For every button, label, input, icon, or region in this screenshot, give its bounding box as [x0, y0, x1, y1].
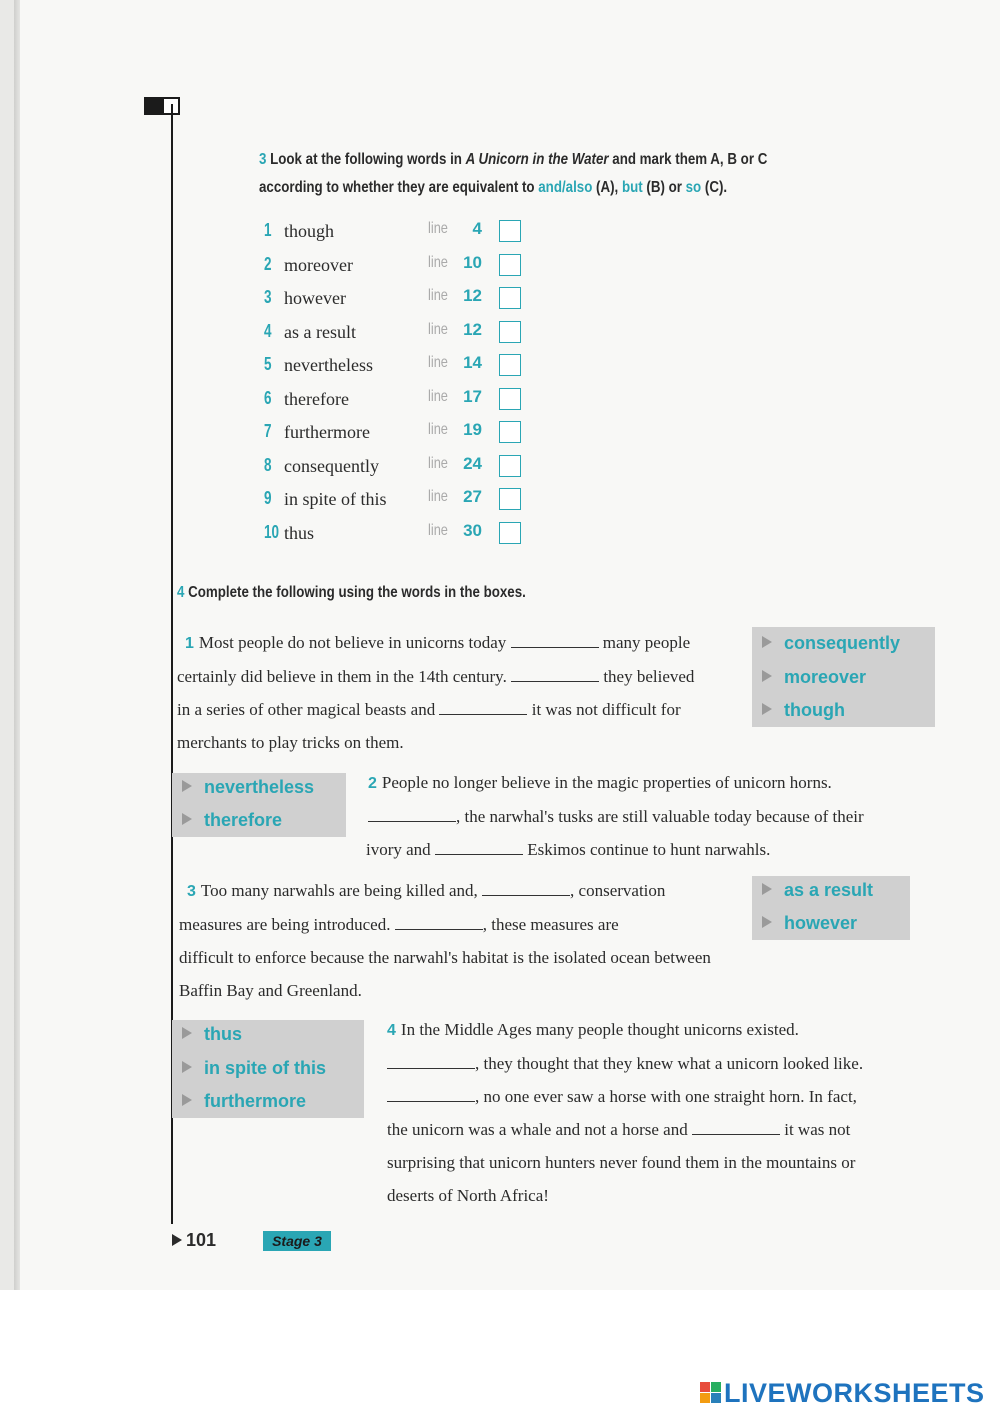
item-number: 6 — [264, 388, 272, 408]
line-label: line — [428, 354, 448, 371]
answer-box[interactable] — [499, 455, 521, 477]
word-option: moreover — [762, 667, 866, 697]
item-word: in spite of this — [284, 489, 387, 509]
word-row — [264, 217, 544, 245]
blank-input[interactable] — [387, 1087, 475, 1102]
item-word: furthermore — [284, 422, 370, 442]
paragraph-2: 2 People no longer believe in the magic properties of unicorn horns. , the narwhal's tusks are still valuable today because of their ivory and Eskimos continue to hunt narwahls. — [366, 773, 864, 859]
answer-box[interactable] — [499, 488, 521, 510]
word-option: in spite of this — [182, 1058, 326, 1088]
arrow-icon — [762, 636, 772, 648]
line-number: 17 — [463, 387, 482, 406]
item-number: 9 — [264, 488, 272, 508]
item-number: 4 — [264, 321, 272, 341]
item-number: 3 — [264, 287, 272, 307]
line-label: line — [428, 488, 448, 505]
blank-input[interactable] — [387, 1054, 475, 1069]
item-word: thus — [284, 523, 315, 543]
word-option: nevertheless — [182, 777, 314, 807]
liveworksheets-logo-icon — [700, 1382, 722, 1404]
exercise-3-number: 3 — [259, 151, 267, 168]
arrow-icon — [182, 813, 192, 825]
arrow-icon — [182, 1027, 192, 1039]
line-number: 14 — [463, 353, 482, 372]
arrow-icon — [182, 1061, 192, 1073]
word-row — [264, 351, 544, 379]
blank-input[interactable] — [511, 633, 599, 648]
word-box-1 — [752, 627, 935, 727]
word-box-3 — [752, 876, 910, 940]
answer-box[interactable] — [499, 220, 521, 242]
item-number: 10 — [264, 522, 280, 542]
answer-box[interactable] — [499, 388, 521, 410]
word-row — [264, 318, 544, 346]
answer-box[interactable] — [499, 354, 521, 376]
item-number: 5 — [264, 354, 272, 374]
line-number: 12 — [463, 286, 482, 305]
word-row — [264, 519, 544, 547]
word-box-2 — [172, 773, 346, 837]
word-row — [264, 251, 544, 279]
arrow-icon — [762, 670, 772, 682]
exercise-3-instructions: 3 Look at the following words in A Unicorn in the Water and mark them A, B or C according to whether they are equivalent to and/also (A), but (B) or so (C). — [259, 151, 768, 196]
stage-label: Stage 3 — [263, 1231, 331, 1251]
answer-box[interactable] — [499, 421, 521, 443]
corner-marker — [144, 97, 180, 115]
blank-input[interactable] — [511, 667, 599, 682]
word-option: consequently — [762, 633, 900, 663]
paragraph-3: 3 Too many narwahls are being killed and, , conservation measures are being introduced. , these measures are difficult to enforce because the narwahl's habitat is the isolated ocean between Baffin Bay and Greenland. — [179, 881, 711, 1000]
line-number: 19 — [463, 420, 482, 439]
line-label: line — [428, 220, 448, 237]
line-label: line — [428, 287, 448, 304]
word-row — [264, 418, 544, 446]
line-label: line — [428, 421, 448, 438]
arrow-icon — [182, 780, 192, 792]
blank-input[interactable] — [692, 1120, 780, 1135]
item-word: however — [284, 288, 346, 308]
line-number: 12 — [463, 320, 482, 339]
word-option: though — [762, 700, 845, 730]
line-label: line — [428, 321, 448, 338]
blank-input[interactable] — [395, 915, 483, 930]
line-number: 30 — [463, 521, 482, 540]
item-word: therefore — [284, 389, 349, 409]
answer-box[interactable] — [499, 321, 521, 343]
word-option: however — [762, 913, 857, 943]
word-option: as a result — [762, 880, 873, 910]
exercise-4-instructions: 4 Complete the following using the words in the boxes. — [177, 584, 526, 601]
line-number: 24 — [463, 454, 482, 473]
line-label: line — [428, 254, 448, 271]
line-number: 10 — [463, 253, 482, 272]
line-number: 27 — [463, 487, 482, 506]
line-label: line — [428, 455, 448, 472]
blank-input[interactable] — [368, 807, 456, 822]
word-row — [264, 452, 544, 480]
answer-box[interactable] — [499, 254, 521, 276]
line-number: 4 — [472, 219, 482, 238]
word-row — [264, 284, 544, 312]
word-row — [264, 385, 544, 413]
item-number: 7 — [264, 421, 272, 441]
brand-text: LIVEWORKSHEETS — [724, 1378, 985, 1408]
answer-box[interactable] — [499, 522, 521, 544]
arrow-icon — [762, 703, 772, 715]
paragraph-4: 4 In the Middle Ages many people thought unicorns existed. , they thought that they knew what a unicorn looked like. , no one ever saw a horse with one straight horn. In fact, the unicorn was a whale and not a horse and it was not surprising that unicorn hunters never found them in the mountains or deserts of North Africa! — [387, 1020, 864, 1205]
item-word: consequently — [284, 456, 379, 476]
arrow-icon — [762, 916, 772, 928]
line-label: line — [428, 522, 448, 539]
item-number: 1 — [264, 220, 272, 240]
word-option: thus — [182, 1024, 242, 1054]
arrow-icon — [762, 883, 772, 895]
item-word: though — [284, 221, 335, 241]
blank-input[interactable] — [482, 881, 570, 896]
word-box-4 — [172, 1020, 364, 1118]
word-option: furthermore — [182, 1091, 306, 1121]
blank-input[interactable] — [439, 700, 527, 715]
answer-box[interactable] — [499, 287, 521, 309]
page-number: 101 — [172, 1230, 216, 1251]
item-number: 2 — [264, 254, 272, 274]
item-word: nevertheless — [284, 355, 373, 375]
item-word: moreover — [284, 255, 353, 275]
line-label: line — [428, 388, 448, 405]
blank-input[interactable] — [435, 840, 523, 855]
word-option: therefore — [182, 810, 282, 840]
arrow-icon — [182, 1094, 192, 1106]
paragraph-1: 1 Most people do not believe in unicorns today many people certainly did believe in them in the 14th century. they believed in a series of other magical beasts and it was not difficult for merchants to play tricks on them. — [177, 633, 695, 752]
word-row — [264, 485, 544, 513]
item-word: as a result — [284, 322, 356, 342]
item-number: 8 — [264, 455, 272, 475]
